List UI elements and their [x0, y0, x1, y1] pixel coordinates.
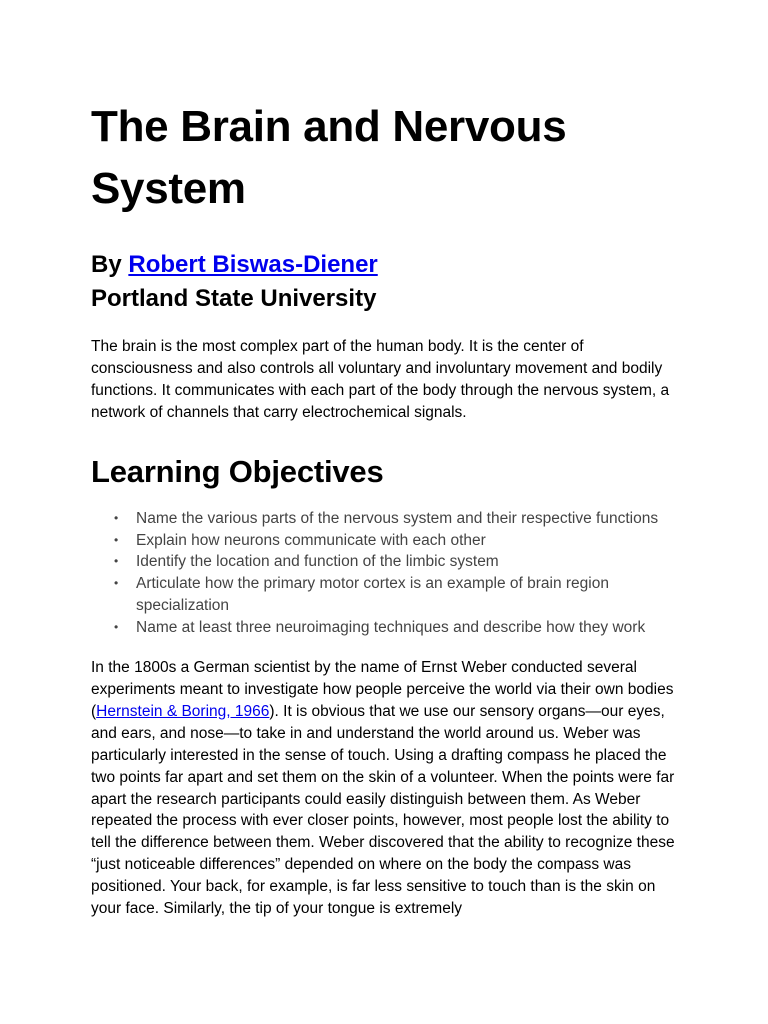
list-item: • Articulate how the primary motor cortex is an example of brain region specialization [136, 573, 681, 617]
citation-link[interactable]: Hernstein & Boring, 1966 [96, 702, 270, 720]
author-link[interactable]: Robert Biswas-Diener [128, 251, 378, 278]
document-page [91, 96, 681, 920]
paragraph-text: ). It is obvious that we use our sensory organs—our eyes, and ears, and nose—to take in and understand the world around us. Weber was particularly interested in the sense of touch. Using a drafting compass he placed the two points far apart and set them on the skin of a volunteer. When the points were far apart the research participants could easily distinguish between them. As Weber repeated the process with ever closer points, however, most people lost the ability to tell the difference between them. Weber discovered that the ability to recognize these “just noticeable differences” depended on where on the body the compass was positioned. Your back, for example, is far less sensitive to touch than is the skin on your face. Similarly, the tip of your tongue is extremely [91, 702, 675, 918]
main-paragraph [91, 657, 681, 920]
intro-paragraph: The brain is the most complex part of the human body. It is the center of consciousness and also controls all voluntary and involuntary movement and bodily functions. It communicates with each part of the body through the nervous system, a network of channels that carry electrochemical signals. [91, 338, 670, 421]
list-item: • Name at least three neuroimaging techniques and describe how they work [136, 617, 681, 639]
objectives-heading: Learning Objectives [91, 453, 384, 489]
author-affiliation: Portland State University [91, 285, 377, 312]
paragraph-text: In the 1800s a German scientist by the name of Ernst Weber conducted several experiments meant to investigate how people perceive the world via their own bodies ( [91, 659, 674, 720]
page-title: The Brain and Nervous System [91, 102, 567, 213]
list-item: • Explain how neurons communicate with each other [136, 530, 681, 552]
byline-prefix: By [91, 251, 129, 278]
objectives-list [91, 508, 681, 639]
list-item: • Identify the location and function of the limbic system [136, 551, 681, 573]
byline [91, 248, 681, 282]
list-item: • Name the various parts of the nervous system and their respective functions [136, 508, 681, 530]
